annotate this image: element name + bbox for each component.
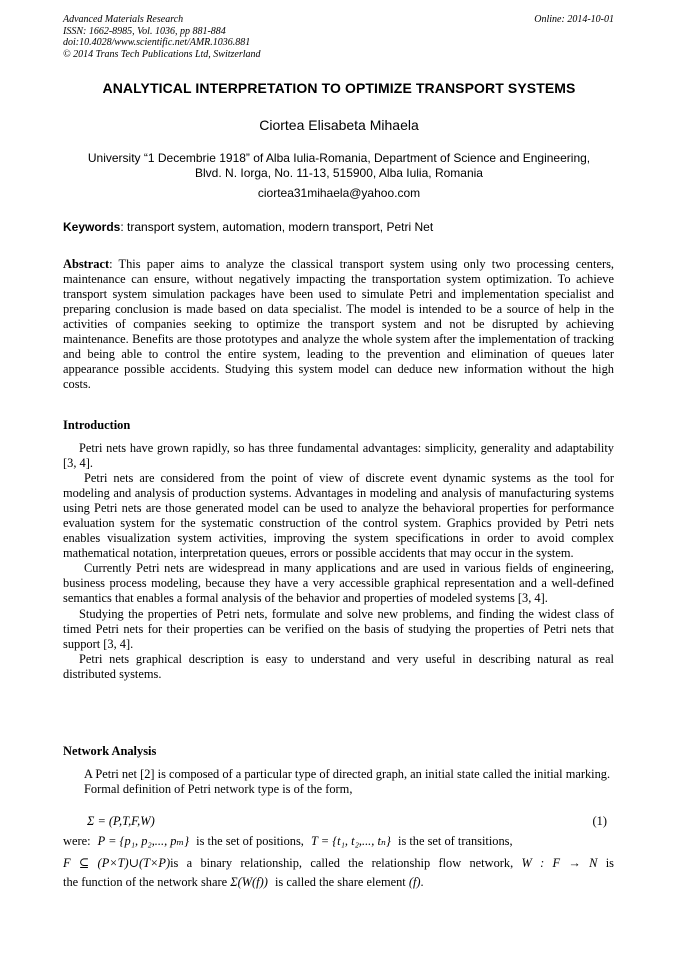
equation-1-number: (1) — [592, 814, 607, 828]
keywords-text: : transport system, automation, modern transport, Petri Net — [120, 220, 434, 234]
page-header — [63, 14, 614, 60]
copyright-line: © 2014 Trans Tech Publications Ltd, Switzerland — [63, 48, 261, 60]
weight-function: W : F → N — [521, 856, 598, 870]
equation-1 — [63, 814, 614, 829]
flow-desc: is a binary relationship, called the relationship flow network, — [170, 856, 514, 870]
equation-1-formula: Σ = (P,T,F,W) — [87, 814, 155, 828]
paper-title: ANALYTICAL INTERPRETATION TO OPTIMIZE TRANSPORT SYSTEMS — [102, 80, 576, 96]
where-label: were: — [63, 834, 91, 848]
flow-relation: F ⊆ (P×T)∪(T×P) — [63, 856, 171, 870]
network-paragraph-2: Formal definition of Petri network type is of the form, — [84, 782, 353, 797]
abstract-text: : This paper aims to analyze the classical transport system using only two processing centers, maintenance can ensure, without negatively impacting the transportation system optimization. To achieve transport system simulation packages have been used to simulate Petri and implementation specialist and preparing conclusion is made based on data specialist. The model is intended to be a source of help in the activities of companies seeking to optimize the transport system and not be disrupted by achieving maintenance. Benefits are those prototypes and analyze the whole system after the implementation of tracking and being able to control the entire system, leading to the prevention and elimination of queues later appearance possible accidents. Studying this system model can deduce new information without the high costs. — [63, 257, 614, 392]
share-text-a: the function of the network share — [63, 875, 228, 889]
author-name: Ciortea Elisabeta Mihaela — [259, 117, 419, 133]
positions-desc: is the set of positions, — [196, 834, 304, 848]
share-element: (f) — [408, 875, 421, 889]
share-expression: Σ(W(f)) — [230, 875, 268, 889]
journal-name: Advanced Materials Research — [63, 14, 184, 25]
intro-paragraph-2: Petri nets are considered from the point of view of discrete event dynamic systems as the tool for modeling and analysis of production systems. Advantages in modeling and analysis of manufacturing systems using Petri nets are those generated model can be used to analyze the behavioral properties for performance evaluation system for the systematic construction of the control system. Graphics provided by Petri nets enables visualization system activities, improving the system specifications in order to avoid complex mathematical notation, interpretation queues, errors or possible accidents that may occur in the system. — [63, 471, 614, 561]
transitions-desc: is the set of transitions, — [398, 834, 513, 848]
affiliation-line-1: University “1 Decembrie 1918” of Alba Iulia-Romania, Department of Science and Engineering, — [87, 151, 591, 165]
abstract — [63, 257, 614, 392]
share-text-b: is called the share element — [274, 875, 406, 889]
doi-line: doi:10.4028/www.scientific.net/AMR.1036.881 — [63, 37, 251, 48]
network-paragraph-1: A Petri net [2] is composed of a particular type of directed graph, an initial state called the initial marking. — [84, 767, 611, 781]
introduction-heading: Introduction — [63, 418, 131, 432]
positions-set: P = {p₁, p₂,..., pₘ} — [97, 834, 190, 848]
intro-paragraph-4: Studying the properties of Petri nets, formulate and solve new problems, and finding the widest class of timed Petri nets for their properties can be verified on the basis of studying the properties of Petri nets that support [3, 4]. — [63, 606, 614, 651]
introduction-body — [63, 441, 614, 682]
definition-line-3: the function of the network share Σ(W(f)) is called the share element (f). — [63, 875, 424, 889]
issn-line: ISSN: 1662-8985, Vol. 1036, pp 881-884 — [63, 25, 226, 37]
abstract-label: Abstract — [63, 257, 110, 271]
intro-paragraph-5: Petri nets graphical description is easy to understand and very useful in describing natural as real distributed systems. — [63, 651, 614, 681]
network-analysis-body — [63, 767, 614, 797]
keywords — [63, 220, 433, 234]
transitions-set: T = {t₁, t₂,..., tₙ} — [311, 834, 391, 848]
weight-desc: is — [605, 856, 614, 870]
intro-paragraph-3: Currently Petri nets are widespread in many applications and are used in various fields of engineering, business process modeling, because they have a very accessible graphical representation and a well-defined semantics that enables a formal analysis of the behavior and properties of modeled systems [3, 4]. — [63, 561, 614, 606]
affiliation-line-2: Blvd. N. Iorga, No. 11-13, 515900, Alba Iulia, Romania — [195, 166, 483, 180]
online-date: Online: 2014-10-01 — [534, 14, 614, 25]
keywords-label: Keywords — [63, 220, 121, 234]
author-email: ciortea31mihaela@yahoo.com — [257, 186, 421, 200]
network-analysis-heading: Network Analysis — [63, 744, 157, 758]
definition-line-1 — [63, 834, 614, 849]
affiliation — [60, 151, 618, 181]
intro-paragraph-1: Petri nets have grown rapidly, so has three fundamental advantages: simplicity, generality and adaptability [3, 4]. — [63, 441, 614, 471]
definition-line-2 — [63, 856, 614, 871]
